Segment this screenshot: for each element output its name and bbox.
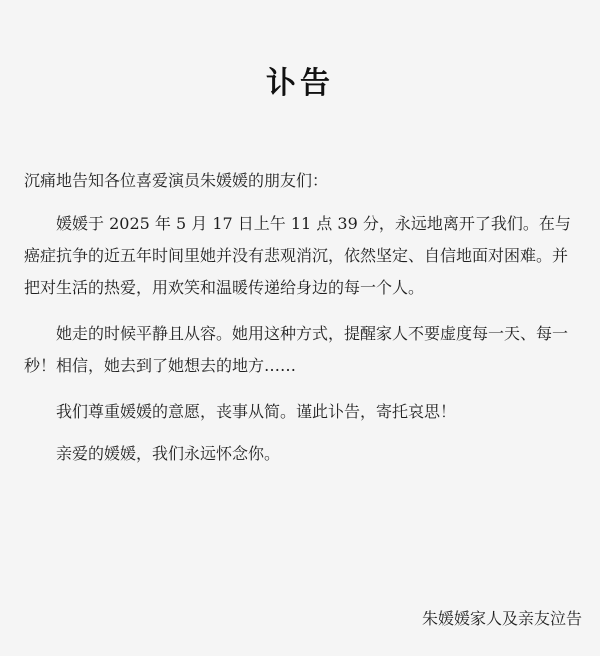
paragraph-3: 我们尊重媛媛的意愿，丧事从简。谨此讣告，寄托哀思！ [56,402,457,421]
salutation: 沉痛地告知各位喜爱演员朱媛媛的朋友们： [24,171,329,190]
signature: 朱媛媛家人及亲友泣告 [421,609,582,628]
paragraph-2: 她走的时候平静且从容。她用这种方式，提醒家人不要虚度每一天、每一秒！相信，她去到了她想去的地方…… [24,324,569,375]
paragraph-4: 亲爱的媛媛，我们永远怀念你。 [56,444,281,463]
paragraph-1: 媛媛于 2025 年 5 月 17 日上午 11 点 39 分，永远地离开了我们。在与癌症抗争的近五年时间里她并没有悲观消沉，依然坚定、自信地面对困难。并把对生活的热爱，用欢笑和温暖传递给身边的每一个人。 [24,214,571,297]
page-title: 讣告 [266,66,334,101]
